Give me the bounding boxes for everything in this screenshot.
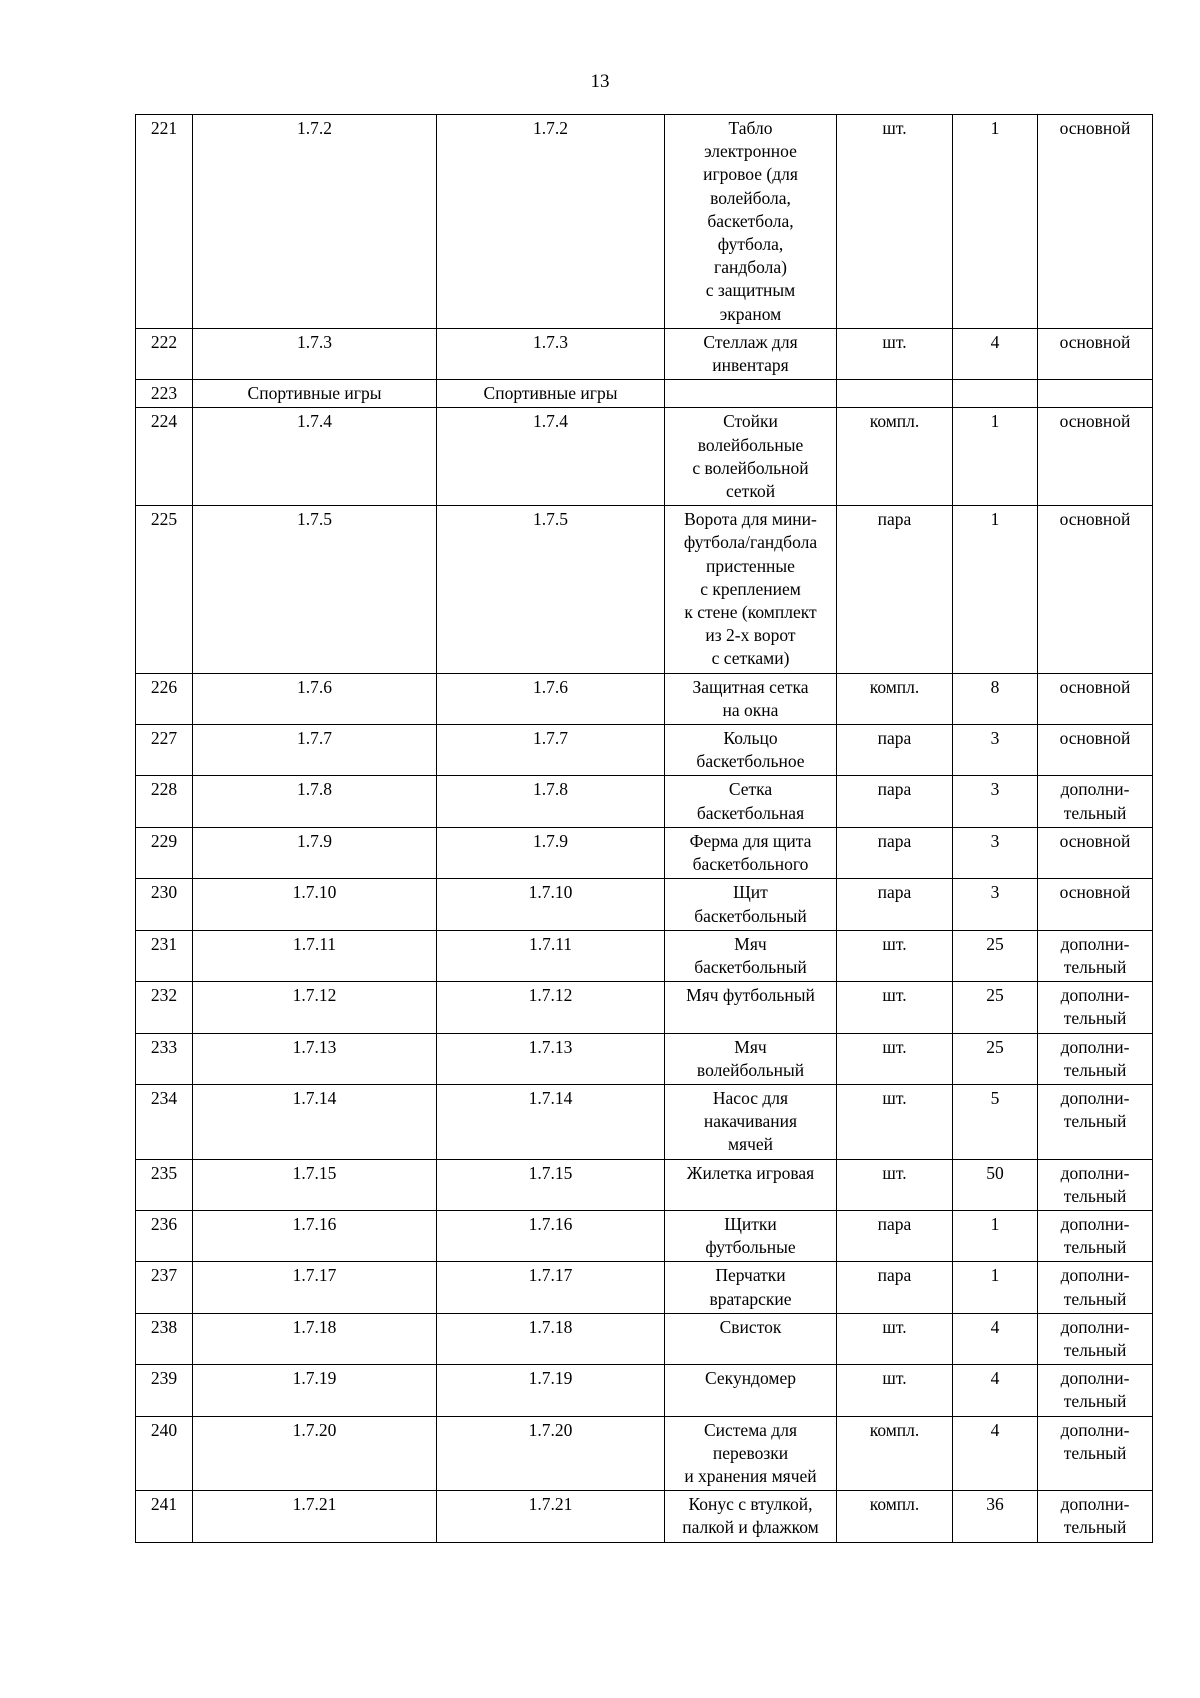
type-cell: основной (1038, 725, 1153, 776)
quantity-cell: 1 (953, 1262, 1038, 1313)
quantity-cell: 4 (953, 1365, 1038, 1416)
quantity-cell: 4 (953, 328, 1038, 379)
row-number-cell: 239 (136, 1365, 193, 1416)
item-name-cell: Защитная сетка на окна (665, 673, 837, 724)
row-number-cell: 240 (136, 1416, 193, 1491)
row-number-cell: 235 (136, 1159, 193, 1210)
item-name-cell: Щит баскетбольный (665, 879, 837, 930)
table-row (136, 115, 1153, 329)
table-row (136, 827, 1153, 878)
code-cell-2: 1.7.8 (437, 776, 665, 827)
item-name-cell: Жилетка игровая (665, 1159, 837, 1210)
code-cell: 1.7.7 (193, 725, 437, 776)
code-cell-2: 1.7.19 (437, 1365, 665, 1416)
row-number-cell: 237 (136, 1262, 193, 1313)
table-row (136, 1084, 1153, 1159)
quantity-cell: 8 (953, 673, 1038, 724)
table-row (136, 1365, 1153, 1416)
row-number-cell: 229 (136, 827, 193, 878)
quantity-cell: 25 (953, 1033, 1038, 1084)
item-name-cell: Свисток (665, 1313, 837, 1364)
table-row (136, 328, 1153, 379)
code-cell-2: 1.7.13 (437, 1033, 665, 1084)
code-cell: 1.7.19 (193, 1365, 437, 1416)
type-cell: дополни- тельный (1038, 776, 1153, 827)
table-row (136, 1210, 1153, 1261)
code-cell: 1.7.16 (193, 1210, 437, 1261)
code-cell-2: 1.7.15 (437, 1159, 665, 1210)
table-row (136, 673, 1153, 724)
item-name-cell: Стойки волейбольные с волейбольной сеткой (665, 408, 837, 506)
row-number-cell: 233 (136, 1033, 193, 1084)
table-row (136, 725, 1153, 776)
table-row (136, 380, 1153, 408)
unit-cell: компл. (837, 1416, 953, 1491)
item-name-cell: Мяч баскетбольный (665, 930, 837, 981)
code-cell-2: 1.7.18 (437, 1313, 665, 1364)
table-row (136, 1313, 1153, 1364)
type-cell: дополни- тельный (1038, 1033, 1153, 1084)
code-cell-2: 1.7.3 (437, 328, 665, 379)
type-cell: дополни- тельный (1038, 982, 1153, 1033)
item-name-cell: Перчатки вратарские (665, 1262, 837, 1313)
code-cell: 1.7.21 (193, 1491, 437, 1542)
quantity-cell: 3 (953, 879, 1038, 930)
unit-cell: шт. (837, 1313, 953, 1364)
quantity-cell: 1 (953, 506, 1038, 673)
quantity-cell: 1 (953, 1210, 1038, 1261)
unit-cell: пара (837, 879, 953, 930)
unit-cell: шт. (837, 328, 953, 379)
item-name-cell: Мяч футбольный (665, 982, 837, 1033)
unit-cell: компл. (837, 408, 953, 506)
row-number-cell: 221 (136, 115, 193, 329)
row-number-cell: 230 (136, 879, 193, 930)
row-number-cell: 225 (136, 506, 193, 673)
row-number-cell: 228 (136, 776, 193, 827)
quantity-cell: 36 (953, 1491, 1038, 1542)
quantity-cell: 50 (953, 1159, 1038, 1210)
table-row (136, 506, 1153, 673)
code-cell-2: 1.7.7 (437, 725, 665, 776)
equipment-table (135, 114, 1153, 1543)
quantity-cell: 3 (953, 827, 1038, 878)
page-number: 13 (590, 71, 610, 92)
table-row (136, 1262, 1153, 1313)
table-row (136, 879, 1153, 930)
quantity-cell: 4 (953, 1313, 1038, 1364)
item-name-cell: Система для перевозки и хранения мячей (665, 1416, 837, 1491)
type-cell: дополни- тельный (1038, 1262, 1153, 1313)
item-name-cell: Кольцо баскетбольное (665, 725, 837, 776)
item-name-cell: Сетка баскетбольная (665, 776, 837, 827)
code-cell: 1.7.6 (193, 673, 437, 724)
code-cell-2: Спортивные игры (437, 380, 665, 408)
unit-cell: шт. (837, 982, 953, 1033)
row-number-cell: 227 (136, 725, 193, 776)
type-cell (1038, 380, 1153, 408)
quantity-cell: 1 (953, 408, 1038, 506)
item-name-cell: Мяч волейбольный (665, 1033, 837, 1084)
code-cell: 1.7.13 (193, 1033, 437, 1084)
code-cell: Спортивные игры (193, 380, 437, 408)
item-name-cell: Конус с втулкой, палкой и флажком (665, 1491, 837, 1542)
code-cell: 1.7.12 (193, 982, 437, 1033)
unit-cell: компл. (837, 1491, 953, 1542)
code-cell-2: 1.7.10 (437, 879, 665, 930)
unit-cell: пара (837, 506, 953, 673)
table-body (136, 115, 1153, 1543)
item-name-cell: Секундомер (665, 1365, 837, 1416)
unit-cell: шт. (837, 1033, 953, 1084)
code-cell: 1.7.2 (193, 115, 437, 329)
item-name-cell: Щитки футбольные (665, 1210, 837, 1261)
code-cell: 1.7.14 (193, 1084, 437, 1159)
quantity-cell: 3 (953, 725, 1038, 776)
row-number-cell: 226 (136, 673, 193, 724)
type-cell: дополни- тельный (1038, 1313, 1153, 1364)
quantity-cell: 4 (953, 1416, 1038, 1491)
table-row (136, 1491, 1153, 1542)
type-cell: основной (1038, 879, 1153, 930)
type-cell: основной (1038, 328, 1153, 379)
code-cell: 1.7.17 (193, 1262, 437, 1313)
type-cell: основной (1038, 506, 1153, 673)
row-number-cell: 231 (136, 930, 193, 981)
code-cell: 1.7.9 (193, 827, 437, 878)
type-cell: дополни- тельный (1038, 1159, 1153, 1210)
unit-cell: шт. (837, 115, 953, 329)
unit-cell: пара (837, 1210, 953, 1261)
quantity-cell: 3 (953, 776, 1038, 827)
unit-cell: пара (837, 1262, 953, 1313)
unit-cell: шт. (837, 930, 953, 981)
code-cell: 1.7.5 (193, 506, 437, 673)
code-cell-2: 1.7.6 (437, 673, 665, 724)
type-cell: дополни- тельный (1038, 1084, 1153, 1159)
type-cell: основной (1038, 673, 1153, 724)
table-row (136, 776, 1153, 827)
type-cell: дополни- тельный (1038, 1210, 1153, 1261)
code-cell-2: 1.7.11 (437, 930, 665, 981)
type-cell: дополни- тельный (1038, 930, 1153, 981)
code-cell: 1.7.18 (193, 1313, 437, 1364)
code-cell: 1.7.4 (193, 408, 437, 506)
code-cell: 1.7.3 (193, 328, 437, 379)
item-name-cell: Табло электронное игровое (для волейбола, баскетбола, футбола, гандбола) с защитным экраном (665, 115, 837, 329)
code-cell-2: 1.7.12 (437, 982, 665, 1033)
type-cell: дополни- тельный (1038, 1491, 1153, 1542)
code-cell-2: 1.7.4 (437, 408, 665, 506)
item-name-cell (665, 380, 837, 408)
type-cell: основной (1038, 408, 1153, 506)
code-cell-2: 1.7.20 (437, 1416, 665, 1491)
code-cell: 1.7.11 (193, 930, 437, 981)
row-number-cell: 223 (136, 380, 193, 408)
table-row (136, 930, 1153, 981)
type-cell: основной (1038, 827, 1153, 878)
unit-cell: шт. (837, 1159, 953, 1210)
row-number-cell: 241 (136, 1491, 193, 1542)
code-cell: 1.7.20 (193, 1416, 437, 1491)
unit-cell: шт. (837, 1365, 953, 1416)
item-name-cell: Ферма для щита баскетбольного (665, 827, 837, 878)
code-cell-2: 1.7.2 (437, 115, 665, 329)
unit-cell: компл. (837, 673, 953, 724)
unit-cell (837, 380, 953, 408)
table-row (136, 982, 1153, 1033)
code-cell: 1.7.8 (193, 776, 437, 827)
table-row (136, 1159, 1153, 1210)
item-name-cell: Стеллаж для инвентаря (665, 328, 837, 379)
table-row (136, 408, 1153, 506)
row-number-cell: 232 (136, 982, 193, 1033)
row-number-cell: 224 (136, 408, 193, 506)
code-cell: 1.7.10 (193, 879, 437, 930)
row-number-cell: 236 (136, 1210, 193, 1261)
code-cell-2: 1.7.9 (437, 827, 665, 878)
row-number-cell: 222 (136, 328, 193, 379)
table-row (136, 1416, 1153, 1491)
item-name-cell: Насос для накачивания мячей (665, 1084, 837, 1159)
unit-cell: пара (837, 827, 953, 878)
code-cell-2: 1.7.16 (437, 1210, 665, 1261)
type-cell: основной (1038, 115, 1153, 329)
quantity-cell: 5 (953, 1084, 1038, 1159)
row-number-cell: 238 (136, 1313, 193, 1364)
quantity-cell: 25 (953, 930, 1038, 981)
quantity-cell: 25 (953, 982, 1038, 1033)
unit-cell: пара (837, 776, 953, 827)
quantity-cell: 1 (953, 115, 1038, 329)
code-cell-2: 1.7.14 (437, 1084, 665, 1159)
type-cell: дополни- тельный (1038, 1416, 1153, 1491)
row-number-cell: 234 (136, 1084, 193, 1159)
code-cell-2: 1.7.5 (437, 506, 665, 673)
code-cell-2: 1.7.17 (437, 1262, 665, 1313)
unit-cell: пара (837, 725, 953, 776)
unit-cell: шт. (837, 1084, 953, 1159)
item-name-cell: Ворота для мини- футбола/гандбола пристенные с креплением к стене (комплект из 2-х ворот с сетками) (665, 506, 837, 673)
quantity-cell (953, 380, 1038, 408)
table-row (136, 1033, 1153, 1084)
code-cell: 1.7.15 (193, 1159, 437, 1210)
type-cell: дополни- тельный (1038, 1365, 1153, 1416)
code-cell-2: 1.7.21 (437, 1491, 665, 1542)
